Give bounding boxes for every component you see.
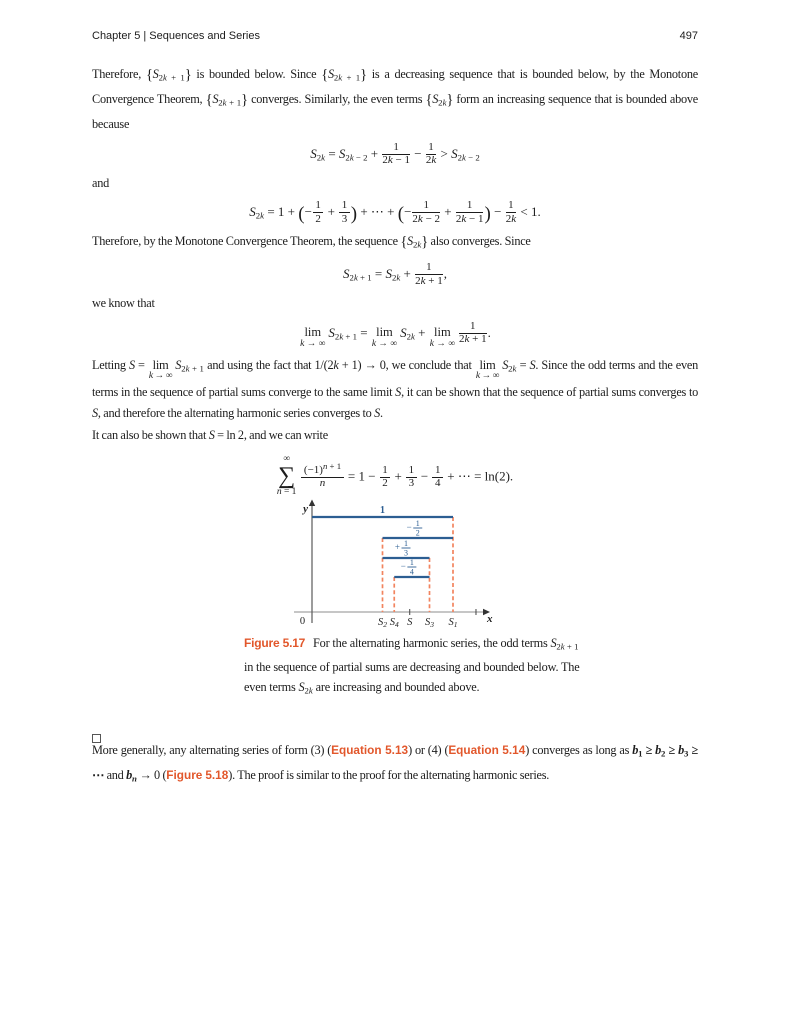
fraction: $\frac{1}{2}$ <box>380 465 391 490</box>
page-header <box>92 30 698 42</box>
figure-5-18-link[interactable]: Figure 5.18 <box>166 768 229 783</box>
summation-operator: ∞ ∑ n = 1 <box>276 454 297 497</box>
segment-term-numerator: 1 <box>415 519 420 529</box>
fraction: $\frac{1}{2k - 2}$ <box>412 199 441 225</box>
subscript: 3 <box>684 748 689 759</box>
superscript: n + 1 <box>322 460 342 471</box>
subscript: n <box>132 773 137 784</box>
fraction: $\frac{1}{2k - 1}$ <box>382 140 410 167</box>
subscript: 2k <box>412 239 422 250</box>
bold-math: b <box>678 743 684 758</box>
segment-term-denominator: 2 <box>415 528 420 538</box>
equation-s2k-upper-bound: S2k = 1 + (− $\frac{1}{2}$ + $\frac{1}{3}$ ) + ⋯ + (− $\frac{1}{2k - 2}$ + $\frac{1}{2k - 1}$ ) − $\frac{1}{2k}$ < 1. <box>249 199 541 225</box>
segment-term-sign: − <box>406 522 412 533</box>
connector-and: and <box>92 175 110 190</box>
limit-operator: lim k → ∞ <box>148 357 173 382</box>
x-axis-label: x <box>487 613 493 626</box>
subscript: 2k − 2 <box>457 152 480 163</box>
equation-5-14-link[interactable]: Equation 5.14 <box>448 743 526 758</box>
bold-math: b <box>655 743 662 758</box>
big-paren: ( <box>298 203 305 225</box>
subscript: 2 <box>661 748 666 759</box>
segment-term-denominator: 3 <box>403 548 408 558</box>
subscript: 2k + 1 <box>158 72 185 83</box>
fraction: $\frac{1}{2k}$ <box>505 199 517 225</box>
fraction: $\frac{1}{3}$ <box>339 200 350 225</box>
y-axis-label: y <box>303 503 308 516</box>
figure-5-17-canvas <box>292 499 498 631</box>
bold-math: ≥ <box>665 743 679 758</box>
limit-operator: lim k → ∞ <box>475 357 500 382</box>
page-content <box>92 64 698 790</box>
fraction: $\frac{1}{2}$ <box>313 200 324 225</box>
limit-operator: lim k → ∞ <box>371 325 398 349</box>
connector-we-know-that: we know that <box>92 296 155 311</box>
segment-term-numerator: 1 <box>409 558 414 568</box>
fraction: $\frac{1}{2k + 1}$ <box>415 261 443 287</box>
subscript: 2k <box>438 97 447 108</box>
big-paren: ( <box>397 203 405 225</box>
fraction: $\frac{1}{2k}$ <box>425 140 437 167</box>
paragraph-more-generally: More generally, any alternating series of form (3) (Equation 5.13) or (4) (Equation 5.14) converges as long as $b_1 \ge b_2 \ge b_3$ ≥ ⋯ and $b_n \to 0$ (Figure 5.18). The proof is similar to the proof for the alternating harmonic series. <box>92 743 698 784</box>
limit-operator: lim k → ∞ <box>300 325 326 349</box>
subscript: 2k + 1 <box>334 331 357 342</box>
x-tick-label-s: S <box>407 617 413 629</box>
equation-s2k1-recurrence: S2k + 1 = S2k + $\frac{1}{2k + 1}$ , <box>343 261 447 287</box>
x-tick-label-s2: S2 <box>378 617 387 630</box>
big-paren: ) <box>484 203 491 225</box>
y-axis-arrow <box>309 500 315 507</box>
x-tick-label-s4: S4 <box>389 617 399 630</box>
subscript: 1 <box>638 748 643 759</box>
segment-term-denominator: 4 <box>409 567 414 577</box>
subscript: 2k + 1 <box>349 272 372 283</box>
subscript: 2k <box>508 363 517 374</box>
origin-label: 0 <box>299 616 306 628</box>
subscript: 2k <box>304 685 313 696</box>
chapter-header: Chapter 5 | Sequences and Series <box>92 30 260 42</box>
paragraph-monotone-converges: Therefore, by the Monotone Convergence Theorem, the sequence $\{S_{2k}\}$ also converges. Since <box>92 234 531 251</box>
fraction: $\frac{1}{3}$ <box>406 465 417 490</box>
equation-alternating-harmonic-sum: ∞ ∑ n = 1 $\frac{(-1)^{n + 1}}{n}$ = 1 − $\frac{1}{2}$ + $\frac{1}{3}$ − $\frac{1}{4}$ + ⋯ = ln(2). <box>276 454 514 497</box>
segment-term-sign: − <box>400 561 406 572</box>
equation-s2k-lower-bound: S2k = S2k − 2 + $\frac{1}{2k - 1}$ − $\frac{1}{2k}$ > S2k − 2 <box>310 140 480 167</box>
fraction: $\frac{1}{2k - 1}$ <box>455 199 484 225</box>
segment-term-numerator: 1 <box>403 539 408 549</box>
proof-end-marker <box>92 730 698 740</box>
subscript: 2k <box>255 210 265 221</box>
paragraph-ln2: It can also be shown that S = ln 2, and we can write <box>92 427 328 442</box>
x-tick-label-s3: S3 <box>424 617 434 630</box>
bold-math: ≥ ⋯ <box>92 743 698 783</box>
subscript: 2k + 1 <box>181 363 204 374</box>
figure-caption-label: Figure 5.17 <box>244 636 306 651</box>
page-number: 497 <box>679 30 698 42</box>
subscript: 2k <box>406 331 415 342</box>
subscript: 2k + 1 <box>218 97 242 108</box>
fraction: $\frac{(-1)^{n + 1}}{n}$ <box>301 462 343 490</box>
equation-5-13-link[interactable]: Equation 5.13 <box>331 743 409 758</box>
equation-limits: lim k → ∞ S2k + 1 = lim k → ∞ S2k + lim k → ∞ $\frac{1}{2k + 1}$ . <box>300 319 491 349</box>
figure-5-17 <box>292 499 498 631</box>
segment-term-sign: + <box>394 542 400 553</box>
segment-term-label: 1 <box>380 505 385 517</box>
fraction: $\frac{1}{2k + 1}$ <box>458 319 487 346</box>
bold-math: b <box>632 743 639 758</box>
x-tick-label-s1: S1 <box>448 617 458 630</box>
big-paren: ) <box>350 203 358 225</box>
subscript: 2k − 2 <box>345 152 368 163</box>
figure-5-17-caption: Figure 5.17 For the alternating harmonic series, the odd terms $S_{2k + 1}$ in the sequence of partial sums are decreasing and bounded below. The even terms $S_{2k}$ are increasing and bounded above. <box>244 636 580 696</box>
subscript: 2k + 1 <box>556 641 579 652</box>
bold-math: ≥ <box>642 743 656 758</box>
limit-operator: lim k → ∞ <box>429 325 455 349</box>
paragraph-therefore-bounded: Therefore, $\{S_{2k + 1}\}$ is bounded below. Since $\{S_{2k + 1}\}$ is a decreasing sequence that is bounded below, by the Monotone Convergence Theorem, $\{S_{2k + 1}\}$ converges. Similarly, the even terms $\{S_{2k}\}$ form an increasing sequence that is bounded above because <box>92 67 698 131</box>
subscript: 2k + 1 <box>333 72 361 83</box>
fraction: $\frac{1}{4}$ <box>432 465 443 490</box>
subscript: 2k <box>391 272 401 283</box>
subscript: 2k <box>316 152 326 163</box>
paragraph-letting-s: Letting S = lim k → ∞ $S_{2k + 1}$ and using the fact that 1/(2k + 1) → 0, we conclude that lim k → ∞ $S_{2k} = S$. Since the odd terms and the even terms in the sequence of partial sums converge to the same limit S, it can be shown that the sequence of partial sums converges to S, and therefore the alternating harmonic series converges to S. <box>92 357 699 421</box>
bold-math: b <box>126 768 133 783</box>
